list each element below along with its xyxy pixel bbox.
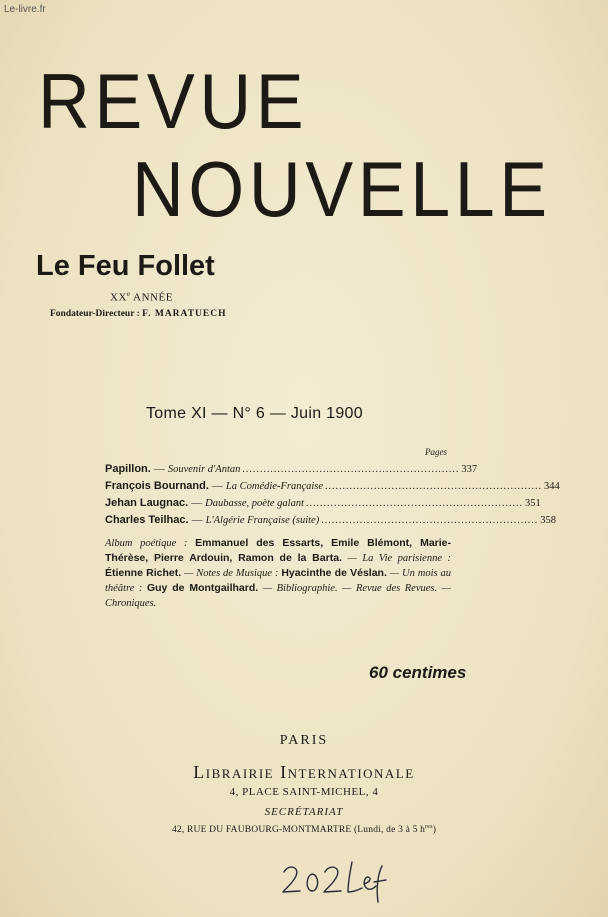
secretariat-address-sup: res xyxy=(425,824,433,830)
summary-name-richet: Étienne Richet. xyxy=(105,567,182,579)
price: 60 centimes xyxy=(369,663,467,682)
year-number: XX xyxy=(110,291,127,304)
masthead-line-2: NOUVELLE xyxy=(132,145,552,233)
toc-author: Charles Teilhac. xyxy=(105,514,189,526)
masthead-line-1: REVUE xyxy=(38,57,309,145)
handwritten-note xyxy=(278,858,388,908)
toc-entry: Jehan Laugnac. — Daubasse, poète galant .............................................................. 351 xyxy=(105,497,541,509)
watermark: Le-livre.fr xyxy=(4,4,46,15)
issue-line: Tome XI — N° 6 — Juin 1900 xyxy=(146,405,363,422)
subtitle: Le Feu Follet xyxy=(36,250,215,282)
toc-author: Jehan Laugnac. xyxy=(105,497,189,509)
summary-name-veslan: Hyacinthe de Véslan. xyxy=(281,567,387,579)
secretariat-address xyxy=(0,824,608,835)
summary-label-musique: — Notes de Musique : xyxy=(181,568,282,579)
summary-label-vie: — La Vie parisienne : xyxy=(341,553,452,564)
founder-label: Fondateur-Directeur : xyxy=(50,309,143,319)
summary-name-montgailhard: Guy de Montgailhard. xyxy=(146,582,259,594)
toc-page: 337 xyxy=(461,464,478,475)
secretariat-address-text: 42, RUE DU FAUBOURG-MONTMARTRE (Lundi, de 3 à 5 h xyxy=(171,825,426,836)
summary-names-album: Emmanuel des Essarts, Emile Blémont, Marie-Thérèse, Pierre Ardouin, Ramon de la Barta. xyxy=(105,537,451,564)
imprint-address: 4, PLACE SAINT-MICHEL, 4 xyxy=(229,786,379,798)
table-of-contents xyxy=(105,463,560,531)
year-suffix: e xyxy=(126,290,131,298)
secretariat-address-end: ) xyxy=(432,825,437,836)
toc-entry: François Bournand. — La Comédie-Française .............................................................. 344 xyxy=(105,480,560,492)
toc-author: François Bournand. xyxy=(105,480,209,492)
toc-page: 351 xyxy=(525,498,541,509)
summary-label-album: Album poétique : xyxy=(105,538,196,549)
summary-label-theatre: — Un mois au théâtre : xyxy=(105,568,451,594)
founder-name: F. MARATUECH xyxy=(142,309,227,319)
toc-author: Papillon. xyxy=(105,463,151,475)
toc-page: 344 xyxy=(544,481,560,492)
toc-title: La Comédie-Française xyxy=(225,481,324,492)
toc-title: L'Algérie Française (suite) xyxy=(205,515,320,526)
toc-title: Souvenir d'Antan xyxy=(167,464,241,475)
pages-header: Pages xyxy=(425,447,447,457)
toc-title: Daubasse, poète galant xyxy=(205,498,305,509)
founder-line xyxy=(50,309,226,319)
imprint-city: PARIS xyxy=(279,733,329,748)
toc-entry: Papillon. — Souvenir d'Antan .............................................................. 337 xyxy=(105,463,478,475)
summary-closing: — Bibliographie. — Revue des Revues. — Chroniques. xyxy=(105,583,452,609)
contents-summary xyxy=(105,536,451,611)
year-word: ANNÉE xyxy=(130,291,173,304)
secretariat-title: SECRÉTARIAT xyxy=(264,806,344,818)
toc-page: 358 xyxy=(540,515,556,526)
year-edition xyxy=(110,290,173,304)
imprint-publisher: Librairie Internationale xyxy=(193,762,415,782)
toc-entry: Charles Teilhac. — L'Algérie Française (suite) .............................................................. 358 xyxy=(105,514,556,526)
